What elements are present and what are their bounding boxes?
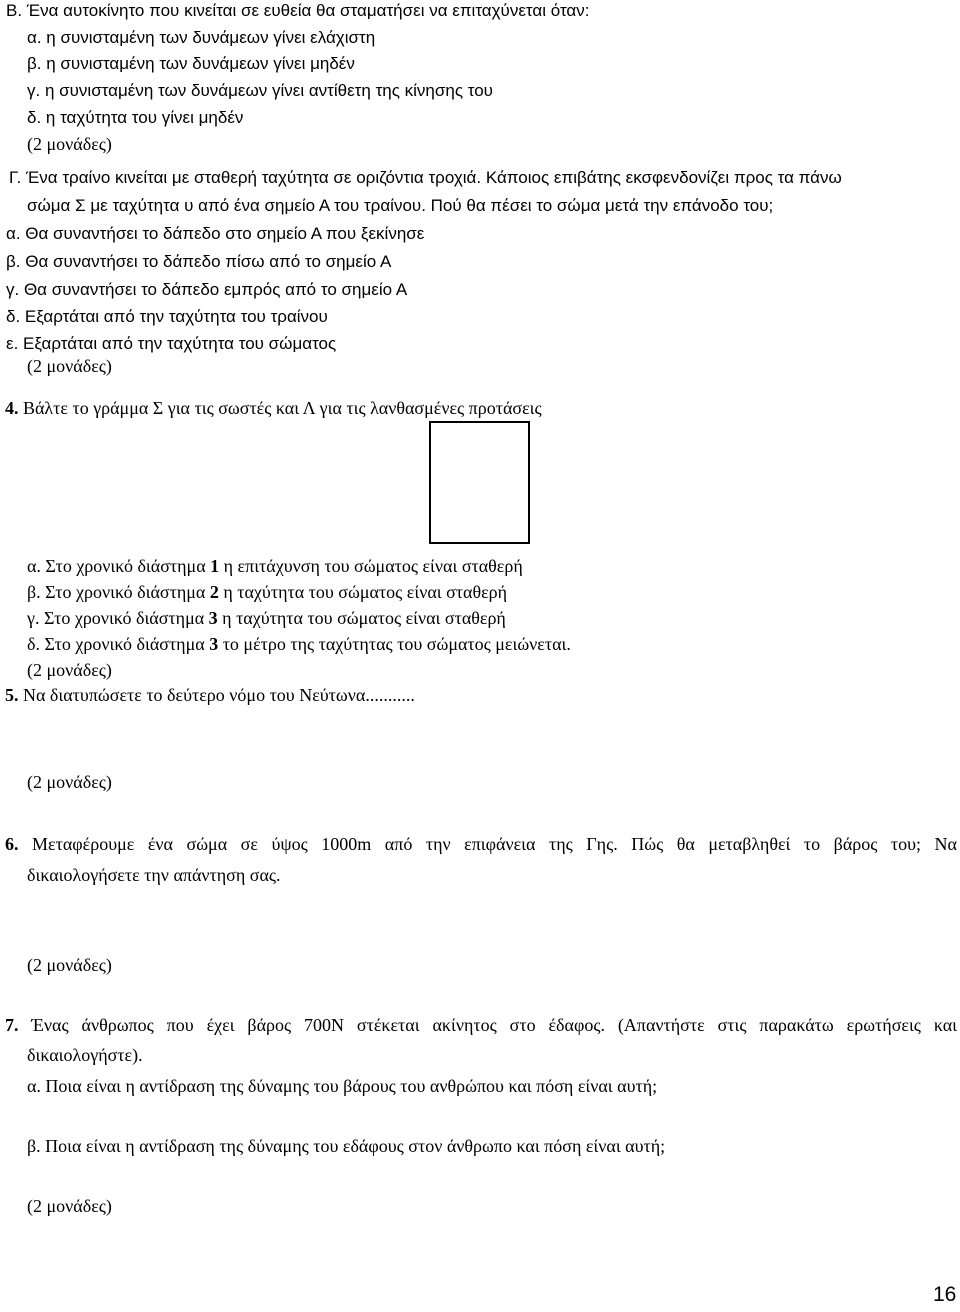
question-5-number: 5. <box>5 685 19 705</box>
question-7-text: Ένας άνθρωπος που έχει βάρος 700Ν στέκεται ακίνητος στο έδαφος. (Απαντήστε στις παρακάτω ερωτήσεις και <box>31 1015 958 1035</box>
question-4-statement-d: δ. Στο χρονικό διάστημα 3 το μέτρο της ταχύτητας του σώματος μειώνεται. <box>27 634 571 654</box>
question-6-line1 <box>5 833 957 855</box>
question-5-text: Να διατυπώσετε το δεύτερο νόμο του Νεύτωνα........... <box>23 685 415 705</box>
question-7-line2: δικαιολογήστε). <box>27 1045 143 1065</box>
page-number: 16 <box>933 1283 957 1306</box>
question-4-text: Βάλτε το γράμμα Σ για τις σωστές και Λ για τις λανθασμένες προτάσεις <box>23 398 542 418</box>
question-4-statement-c: γ. Στο χρονικό διάστημα 3 η ταχύτητα του σώματος είναι σταθερή <box>27 608 506 628</box>
question-b-option-d: δ. η ταχύτητα του γίνει μηδέν <box>27 108 244 127</box>
question-g-marks: (2 μονάδες) <box>27 356 112 376</box>
question-b-marks: (2 μονάδες) <box>27 134 112 154</box>
question-4-statement-b: β. Στο χρονικό διάστημα 2 η ταχύτητα του σώματος είναι σταθερή <box>27 582 508 602</box>
question-5-marks: (2 μονάδες) <box>27 772 112 792</box>
question-g-stem-line1: Γ. Ένα τραίνο κινείται με σταθερή ταχύτητα σε οριζόντια τροχιά. Κάποιος επιβάτης εκσφενδονίζει προς τα πάνω <box>9 168 842 187</box>
question-b-option-b: β. η συνισταμένη των δυνάμεων γίνει μηδέν <box>27 54 355 73</box>
question-b-option-a: α. η συνισταμένη των δυνάμεων γίνει ελάχιστη <box>27 28 376 47</box>
question-6-marks: (2 μονάδες) <box>27 955 112 975</box>
question-6-number: 6. <box>5 834 19 854</box>
question-4-statement-a: α. Στο χρονικό διάστημα 1 η επιτάχυνση του σώματος είναι σταθερή <box>27 556 523 576</box>
question-g-stem-line2: σώμα Σ με ταχύτητα υ από ένα σημείο Α του τραίνου. Πού θα πέσει το σώμα μετά την επάνοδο του; <box>27 196 774 215</box>
question-b-stem: Β. Ένα αυτοκίνητο που κινείται σε ευθεία θα σταματήσει να επιταχύνεται όταν: <box>6 1 590 20</box>
question-7-marks: (2 μονάδες) <box>27 1196 112 1216</box>
question-5 <box>5 684 415 706</box>
question-7-number: 7. <box>5 1015 19 1035</box>
question-7-part-b: β. Ποια είναι η αντίδραση της δύναμης του εδάφους στον άνθρωπο και πόση είναι αυτή; <box>27 1136 666 1156</box>
question-6-text: Μεταφέρουμε ένα σώμα σε ύψος 1000m από την επιφάνεια της Γης. Πώς θα μεταβληθεί το βάρος του; Να <box>32 834 957 854</box>
question-g-option-c: γ. Θα συναντήσει το δάπεδο εμπρός από το σημείο Α <box>6 280 408 299</box>
question-g-option-d: δ. Εξαρτάται από την ταχύτητα του τραίνου <box>6 307 328 326</box>
question-7-line1 <box>5 1014 957 1036</box>
question-4 <box>5 397 542 419</box>
question-g-option-b: β. Θα συναντήσει το δάπεδο πίσω από το σημείο Α <box>6 252 392 271</box>
question-g-option-a: α. Θα συναντήσει το δάπεδο στο σημείο Α που ξεκίνησε <box>6 224 425 243</box>
question-4-marks: (2 μονάδες) <box>27 660 112 680</box>
question-g-option-e: ε. Εξαρτάται από την ταχύτητα του σώματος <box>6 334 337 353</box>
question-b-option-c: γ. η συνισταμένη των δυνάμεων γίνει αντίθετη της κίνησης του <box>27 81 493 100</box>
question-4-number: 4. <box>5 398 19 418</box>
question-7-part-a: α. Ποια είναι η αντίδραση της δύναμης του βάρους του ανθρώπου και πόση είναι αυτή; <box>27 1076 658 1096</box>
question-6-line2: δικαιολογήσετε την απάντηση σας. <box>27 865 281 885</box>
figure-box <box>429 421 530 544</box>
